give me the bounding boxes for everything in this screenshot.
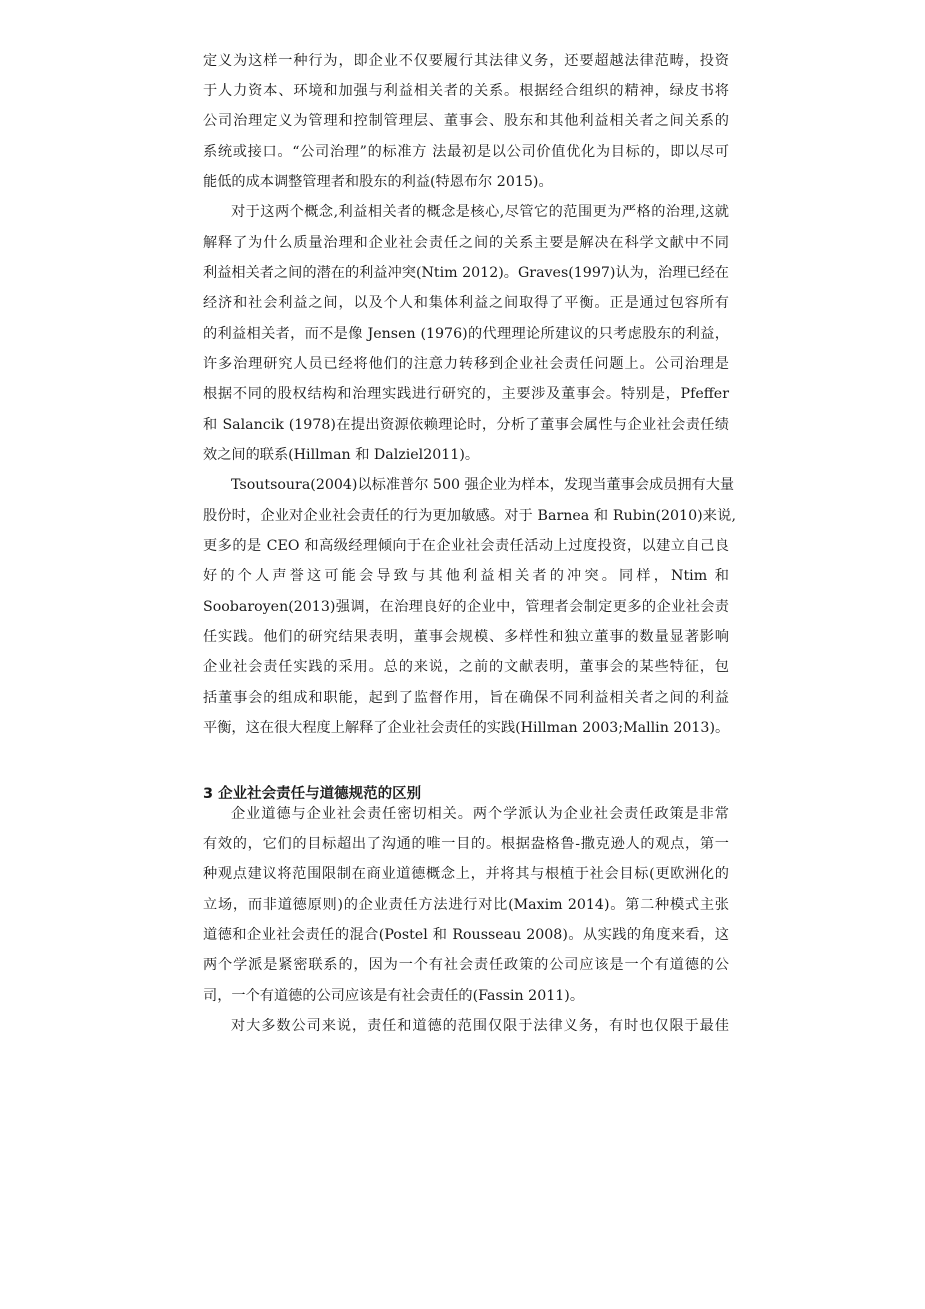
paragraph-line: 于人力资本、环境和加强与利益相关者的关系。根据经合组织的精神，绿皮书将 bbox=[203, 83, 729, 99]
paragraph-line: 定义为这样一种行为，即企业不仅要履行其法律义务，还要超越法律范畴，投资 bbox=[203, 53, 729, 69]
paragraph-line: 道德和企业社会责任的混合(Postel 和 Rousseau 2008)。从实践的角度来看，这 bbox=[203, 927, 729, 943]
paragraph-line: 能低的成本调整管理者和股东的利益(特恩布尔 2015)。 bbox=[203, 174, 553, 190]
paragraph-line: 立场，而非道德原则)的企业责任方法进行对比(Maxim 2014)。第二种模式主张 bbox=[203, 897, 729, 913]
paragraph-line: 系统或接口。“公司治理”的标准方 法最初是以公司价值优化为目标的，即以尽可 bbox=[203, 144, 729, 160]
paragraph-line: 平衡，这在很大程度上解释了企业社会责任的实践(Hillman 2003;Mallin 2013)。 bbox=[203, 720, 730, 736]
paragraph-line: 公司治理定义为管理和控制管理层、董事会、股东和其他利益相关者之间关系的 bbox=[203, 113, 729, 129]
paragraph-line: 利益相关者之间的潜在的利益冲突(Ntim 2012)。Graves(1997)认为，治理已经在 bbox=[203, 265, 729, 281]
paragraph-line: 括董事会的组成和职能，起到了监督作用，旨在确保不同利益相关者之间的利益 bbox=[203, 690, 729, 706]
paragraph-line: 有效的，它们的目标超出了沟通的唯一目的。根据盎格鲁-撒克逊人的观点，第一 bbox=[203, 836, 729, 852]
paragraph-line: 对大多数公司来说，责任和道德的范围仅限于法律义务，有时也仅限于最佳 bbox=[231, 1018, 729, 1034]
paragraph-line: 许多治理研究人员已经将他们的注意力转移到企业社会责任问题上。公司治理是 bbox=[203, 356, 729, 372]
paragraph-line: 的利益相关者，而不是像 Jensen (1976)的代理理论所建议的只考虑股东的利益， bbox=[203, 326, 729, 342]
paragraph-line: 企业道德与企业社会责任密切相关。两个学派认为企业社会责任政策是非常 bbox=[231, 806, 729, 822]
paragraph-line: Soobaroyen(2013)强调，在治理良好的企业中，管理者会制定更多的企业社会责 bbox=[203, 599, 729, 615]
paragraph-line: 更多的是 CEO 和高级经理倾向于在企业社会责任活动上过度投资，以建立自己良 bbox=[203, 538, 729, 554]
paragraph-line: 好的个人声誉这可能会导致与其他利益相关者的冲突。同样，Ntim 和 bbox=[203, 568, 729, 584]
paragraph-line: 司，一个有道德的公司应该是有社会责任的(Fassin 2011)。 bbox=[203, 988, 585, 1004]
section-heading: 3 企业社会责任与道德规范的区别 bbox=[203, 786, 422, 802]
paragraph-line: 根据不同的股权结构和治理实践进行研究的，主要涉及董事会。特别是，Pfeffer bbox=[203, 386, 729, 402]
paragraph-line: 解释了为什么质量治理和企业社会责任之间的关系主要是解决在科学文献中不同 bbox=[203, 235, 729, 251]
paragraph-line: 和 Salancik (1978)在提出资源依赖理论时，分析了董事会属性与企业社会责任绩 bbox=[203, 417, 729, 433]
paragraph-line: 经济和社会利益之间，以及个人和集体利益之间取得了平衡。正是通过包容所有 bbox=[203, 295, 729, 311]
paragraph-line: 两个学派是紧密联系的，因为一个有社会责任政策的公司应该是一个有道德的公 bbox=[203, 957, 729, 973]
paragraph-line: 任实践。他们的研究结果表明，董事会规模、多样性和独立董事的数量显著影响 bbox=[203, 629, 729, 645]
paragraph-line: 种观点建议将范围限制在商业道德概念上，并将其与根植于社会目标(更欧洲化的 bbox=[203, 866, 729, 882]
paragraph-line: 效之间的联系(Hillman 和 Dalziel2011)。 bbox=[203, 447, 480, 463]
paragraph-line: 股份时，企业对企业社会责任的行为更加敏感。对于 Barnea 和 Rubin(2010)来说, bbox=[203, 508, 736, 524]
paragraph-line: 企业社会责任实践的采用。总的来说，之前的文献表明，董事会的某些特征，包 bbox=[203, 659, 729, 675]
paragraph-line: Tsoutsoura(2004)以标准普尔 500 强企业为样本，发现当董事会成员拥有大量 bbox=[231, 477, 735, 493]
paragraph-line: 对于这两个概念,利益相关者的概念是核心,尽管它的范围更为严格的治理,这就 bbox=[231, 204, 729, 220]
